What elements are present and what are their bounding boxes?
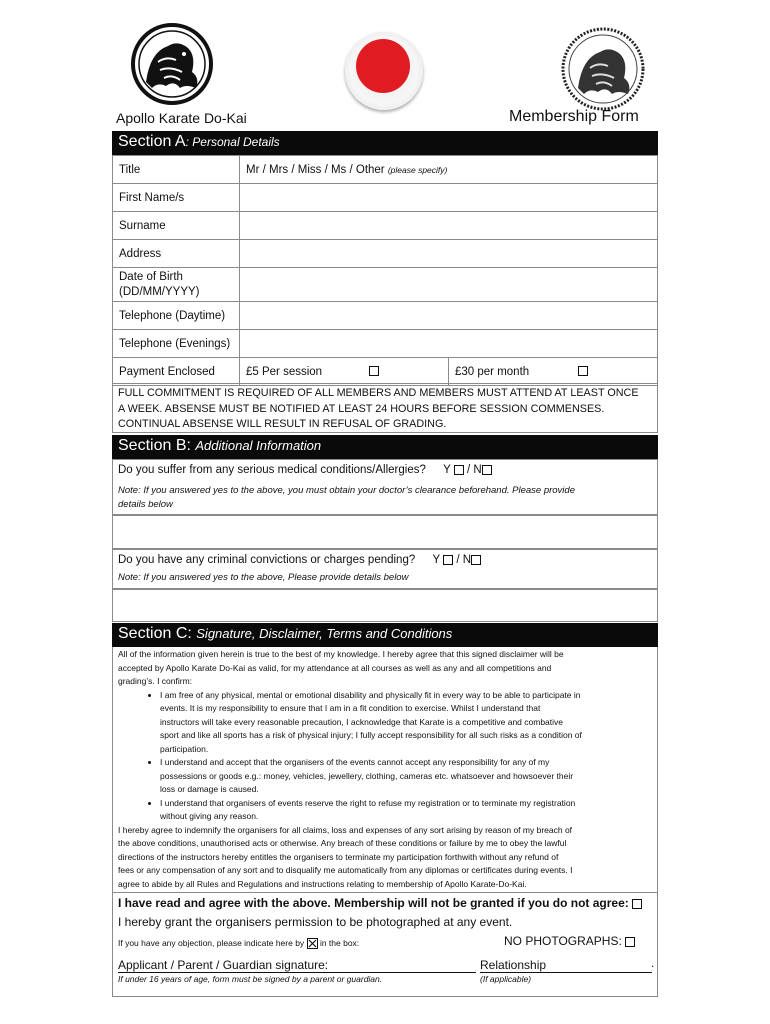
medical-question-box <box>112 459 658 515</box>
title-field[interactable] <box>240 156 658 184</box>
b1-line-3: instructors will take every reasonable precaution, I acknowledge that Karate is a competitive and combative <box>160 716 564 727</box>
title-options: Mr / Mrs / Miss / Ms / Other <box>246 163 385 176</box>
first-name-label: First Name/s <box>113 184 240 212</box>
dob-label-line2: (DD/MM/YYYY) <box>119 285 200 298</box>
section-b-title: Section B: <box>118 437 191 454</box>
confirmation-item <box>160 756 652 797</box>
intro-line-2: accepted by Apollo Karate Do-Kai as valid, for my attendance at all courses as well as any and all competitions and <box>118 662 552 673</box>
signature-label: Applicant / Parent / Guardian signature: <box>118 958 329 972</box>
medical-note-line-1: Note: If you answered yes to the above, you must obtain your doctor’s clearance beforehand. Please provide <box>118 485 575 496</box>
tel-eve-label: Telephone (Evenings) <box>113 330 240 358</box>
signature-field[interactable] <box>118 958 476 973</box>
payment-option-month[interactable] <box>449 358 658 386</box>
b3-line-2: without giving any reason. <box>160 811 259 821</box>
first-name-field[interactable] <box>240 184 658 212</box>
medical-note-line-2: details below <box>118 499 173 510</box>
personal-details-table <box>112 155 658 386</box>
intro-line-3: grading’s. I confirm: <box>118 676 193 686</box>
x-box-icon <box>307 938 318 949</box>
intro-line-1: All of the information given herein is true to the best of my knowledge. I hereby agree that this signed disclaimer will be <box>118 649 564 659</box>
criminal-note: Note: If you answered yes to the above, Please provide details below <box>118 572 409 583</box>
b2-line-1: • I understand and accept that the organisers of the events cannot accept any responsibility for any of my <box>160 757 550 767</box>
relationship-field[interactable] <box>480 956 655 973</box>
tel-day-label: Telephone (Daytime) <box>113 302 240 330</box>
rising-sun-icon <box>345 32 423 110</box>
surname-field[interactable] <box>240 212 658 240</box>
no-photos-checkbox[interactable] <box>625 937 635 947</box>
b1-line-2: events. It is my responsibility to ensure that I am in a fit condition to exercise. Whilst I understand that <box>160 703 541 713</box>
criminal-question-row <box>118 554 652 566</box>
section-b-header <box>112 435 658 459</box>
medical-no-checkbox[interactable] <box>482 465 492 475</box>
title-label: Title <box>113 156 240 184</box>
no-photos-label: NO PHOTOGRAPHS: <box>504 934 622 948</box>
form-title: Membership Form <box>509 108 639 125</box>
section-a-header <box>112 131 658 155</box>
title-hint: (please specify) <box>387 164 448 175</box>
medical-no-label: / N <box>466 464 482 476</box>
b2-line-3: loss or damage is caused. <box>160 784 259 794</box>
section-c-subtitle: Signature, Disclaimer, Terms and Conditions <box>196 626 453 641</box>
criminal-question: Do you have any criminal convictions or charges pending? <box>118 554 416 566</box>
shotokan-tiger-icon <box>130 22 214 106</box>
address-field[interactable] <box>240 240 658 268</box>
relationship-note: (If applicable) <box>480 974 532 984</box>
relationship-label: Relationship <box>480 958 547 972</box>
objection-row <box>118 932 652 952</box>
b1-line-5: participation. <box>160 743 209 754</box>
photo-permission: I hereby grant the organisers permission to be photographed at any event. <box>118 915 513 929</box>
objection-post: in the box: <box>319 938 360 948</box>
b1-line-4: sport and like all sports has a risk of physical injury; I fully accept responsibility for all such risks as a condition of <box>160 730 582 740</box>
org-name: Apollo Karate Do-Kai <box>116 110 247 126</box>
medical-details-field[interactable] <box>112 515 658 549</box>
section-b-subtitle: Additional Information <box>195 438 322 453</box>
agree-statement: I have read and agree with the above. Membership will not be granted if you do not agree: <box>118 896 629 910</box>
dob-label-line1: Date of Birth <box>119 270 183 283</box>
address-label: Address <box>113 240 240 268</box>
agree-checkbox[interactable] <box>632 899 642 909</box>
indemnity-line-3: directions of the instructors hereby entitles the organisers to terminate my participation forthwith without any refund of <box>118 851 559 862</box>
indemnity-line-5: agree to abide by all Rules and Regulations and instructions relating to membership of Apollo Karate-Do-Kai. <box>118 878 527 889</box>
payment-option-session[interactable] <box>240 358 449 386</box>
criminal-yes-checkbox[interactable] <box>443 555 453 565</box>
b1-line-1: • I am free of any physical, mental or emotional disability and physically fit in every way to be able to participate in <box>160 689 581 700</box>
medical-question: Do you suffer from any serious medical conditions/Allergies? <box>118 464 426 476</box>
indemnity-line-2: the above conditions, unauthorised acts or otherwise. Any breach of these conditions or failure by me to obey the lawful <box>118 838 567 848</box>
payment-month-checkbox[interactable] <box>578 366 588 376</box>
confirmation-item <box>160 689 652 757</box>
objection-text <box>118 938 359 949</box>
payment-option-session-label: £5 Per session <box>246 365 323 378</box>
signature-row <box>118 956 655 990</box>
tel-day-field[interactable] <box>240 302 658 330</box>
section-c-title: Section C: <box>118 625 192 642</box>
dob-label <box>113 268 240 302</box>
criminal-no-label: / N <box>456 554 472 566</box>
commitment-line-2: A WEEK. ABSENSE MUST BE NOTIFIED AT LEAST 24 HOURS BEFORE SESSION COMMENSES. <box>118 402 605 415</box>
criminal-question-box <box>112 549 658 589</box>
medical-yes-checkbox[interactable] <box>454 465 464 475</box>
dob-field[interactable] <box>240 268 658 302</box>
criminal-no-checkbox[interactable] <box>471 555 481 565</box>
b3-line-1: • I understand that organisers of events reserve the right to refuse my registration or to terminate my registration <box>160 797 576 808</box>
criminal-details-field[interactable] <box>112 589 658 622</box>
medical-note <box>118 484 652 512</box>
shotokan-tiger-icon <box>560 26 646 112</box>
medical-question-row <box>118 464 652 476</box>
section-a-subtitle: : Personal Details <box>185 135 280 149</box>
indemnity-line-4: fees or any compensation of any sort and to disqualify me automatically from any diplomas or certificates during events. I <box>118 865 573 875</box>
section-a-title: Section A <box>118 133 186 150</box>
commitment-line-3: CONTINUAL ABSENSE WILL RESULT IN REFUSAL OF GRADING. <box>118 418 447 430</box>
payment-option-month-label: £30 per month <box>455 365 530 378</box>
surname-label: Surname <box>113 212 240 240</box>
agreement-box <box>112 893 658 997</box>
disclaimer-text <box>112 647 658 893</box>
tel-eve-field[interactable] <box>240 330 658 358</box>
agree-row <box>118 896 652 910</box>
indemnity-line-1: I hereby agree to indemnify the organisers for all claims, loss and expenses of any sort arising by reason of my breach of <box>118 824 573 835</box>
confirmation-list <box>118 689 652 824</box>
signature-note: If under 16 years of age, form must be signed by a parent or guardian. <box>118 974 383 984</box>
payment-label: Payment Enclosed <box>113 358 240 386</box>
no-photos-option <box>504 934 635 948</box>
trailing-dot: . <box>651 956 655 970</box>
commitment-line-1: FULL COMMITMENT IS REQUIRED OF ALL MEMBERS AND MEMBERS MUST ATTEND AT LEAST ONCE <box>118 387 639 399</box>
medical-yes-label: Y <box>443 464 451 476</box>
section-c-header <box>112 623 658 647</box>
b2-line-2: possessions or goods e.g.: money, vehicles, jewellery, clothing, cameras etc. whatsoever and howsoever their <box>160 770 574 781</box>
criminal-yes-label: Y <box>432 554 440 566</box>
confirmation-item <box>160 797 652 824</box>
commitment-notice <box>112 383 658 433</box>
objection-pre: If you have any objection, please indicate here by <box>118 938 305 948</box>
payment-session-checkbox[interactable] <box>369 366 379 376</box>
